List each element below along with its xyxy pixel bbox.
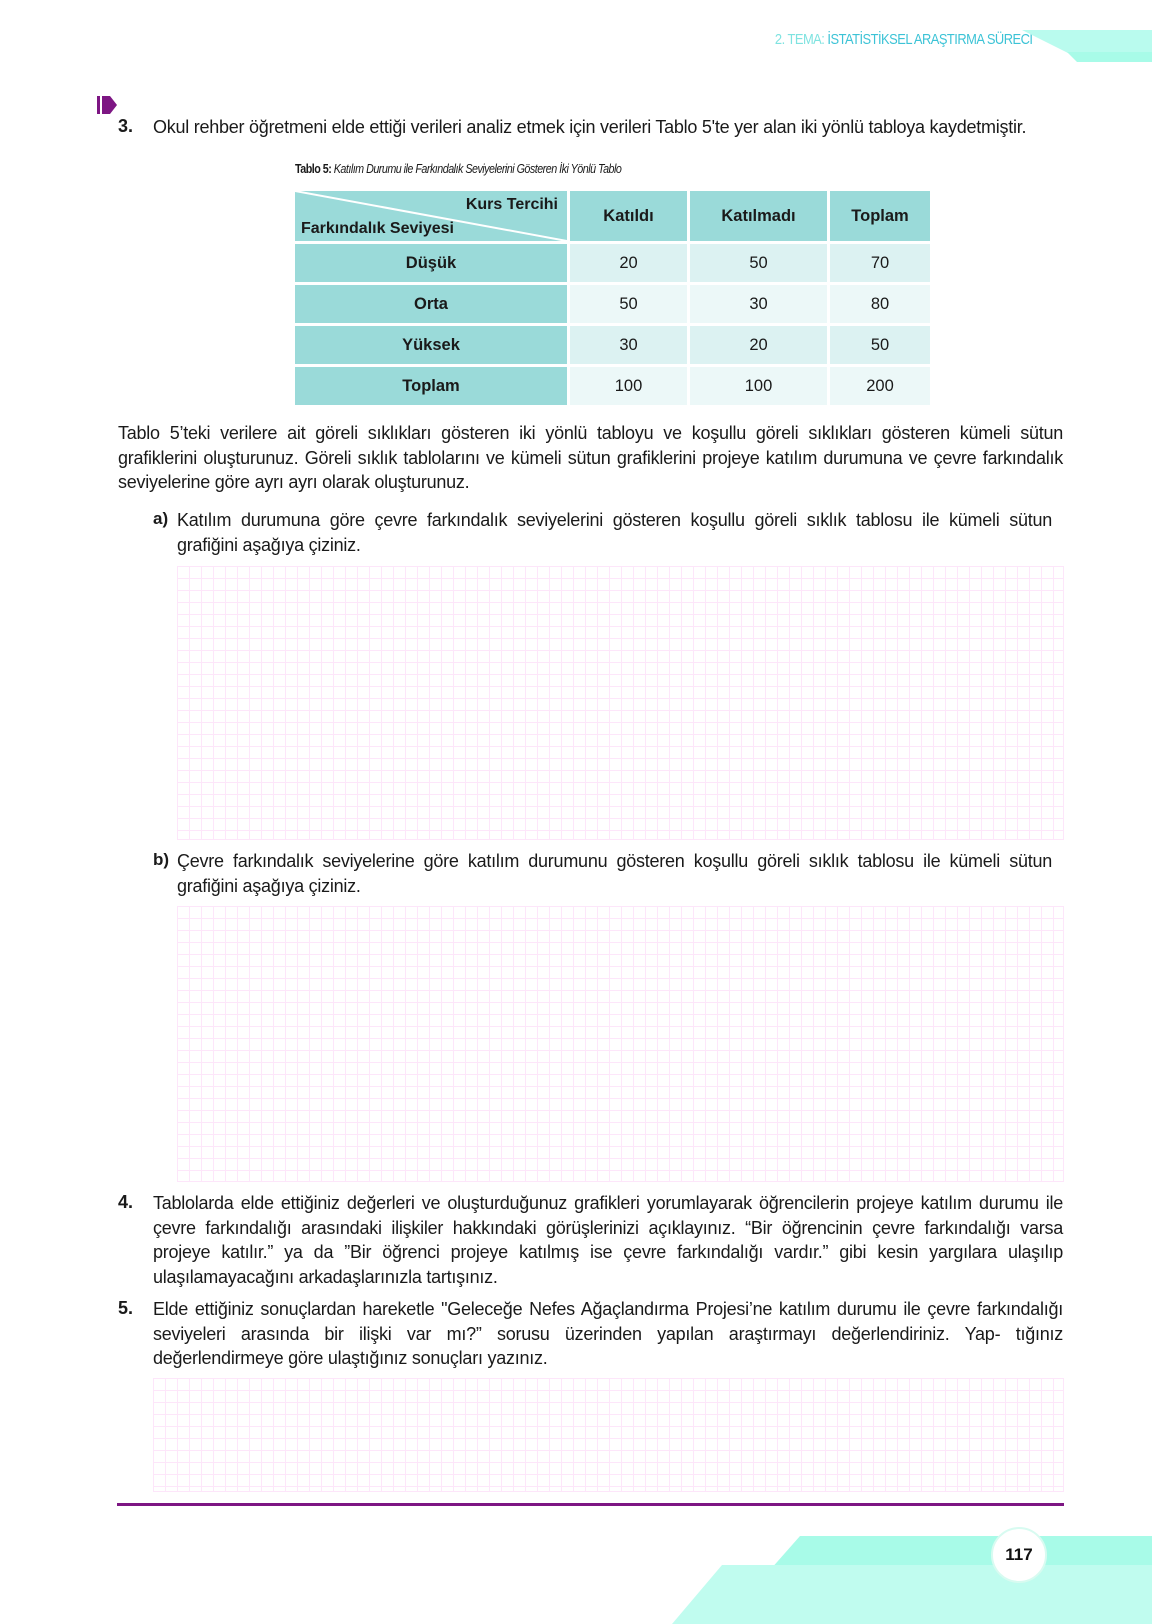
table-row bbox=[295, 326, 930, 367]
table-5 bbox=[292, 191, 933, 408]
question-4-number: 4. bbox=[118, 1192, 134, 1212]
table-cell: 80 bbox=[830, 285, 930, 326]
question-4-text: Tablolarda elde ettiğiniz değerleri ve oluşturduğunuz grafikleri yorumlayarak öğrencilerin projeye katılım durumu ile çevre farkındalığı arasındaki ilişkiler hakkındaki görüşlerinizi açıklayınız. “Bir öğrencinin çevre farkındalığı varsa projeye katılır.” ya da ”Bir öğrenci projeye katılmış ise çevre farkındalığı vardır.” gibi kesin yargılara ulaşılıp ulaşılamayacağını arkadaşlarınızla tartışınız. bbox=[153, 1193, 1063, 1287]
table-cell: 200 bbox=[830, 367, 930, 408]
question-5-text: Elde ettiğiniz sonuçlardan hareketle "Geleceğe Nefes Ağaçlandırma Projesi’ne katılım durumu ile çevre farkındalığı seviyeleri arasında bir ilişki var mı?” sorusu üzerinden yapılan araştırmayı değerlendiriniz. Yap- tığınız değerlendirmeye göre ulaştığınız sonuçları yazınız. bbox=[153, 1299, 1063, 1368]
arrow-marker-icon bbox=[97, 94, 119, 116]
part-b-text: Çevre farkındalık seviyelerine göre katılım durumunu gösteren koşullu göreli sıklık tablosu ile kümeli sütun grafiğini aşağıya çiziniz. bbox=[177, 851, 1052, 896]
header-band-dark bbox=[1067, 52, 1152, 62]
table-cell: 30 bbox=[690, 285, 827, 326]
drawing-grid-answer[interactable] bbox=[153, 1378, 1064, 1492]
table-cell: 30 bbox=[570, 326, 687, 367]
question-3-number: 3. bbox=[118, 116, 134, 136]
column-header: Katıldı bbox=[570, 191, 687, 244]
table-row bbox=[295, 367, 930, 408]
footer-rule bbox=[117, 1503, 1064, 1506]
footer-decoration bbox=[0, 1530, 1152, 1624]
theme-title: İSTATİSTİKSEL ARAŞTIRMA SÜRECİ bbox=[826, 31, 1032, 48]
footer-band-dark bbox=[770, 1536, 1152, 1570]
row-header: Orta bbox=[295, 285, 567, 326]
column-header: Katılmadı bbox=[690, 191, 827, 244]
chapter-header bbox=[774, 31, 1032, 48]
row-dimension-label: Farkındalık Seviyesi bbox=[301, 220, 454, 237]
row-header: Düşük bbox=[295, 244, 567, 285]
header-decoration bbox=[1022, 0, 1152, 70]
part-a-label: a) bbox=[153, 509, 169, 528]
table-cell: 20 bbox=[570, 244, 687, 285]
table-cell: 70 bbox=[830, 244, 930, 285]
row-header: Toplam bbox=[295, 367, 567, 408]
table-cell: 100 bbox=[570, 367, 687, 408]
table-header-row bbox=[295, 191, 930, 244]
question-3-text: Okul rehber öğretmeni elde ettiği verileri analiz etmek için verileri Tablo 5'te yer alan iki yönlü tabloya kaydetmiştir. bbox=[153, 117, 1027, 137]
column-header: Toplam bbox=[830, 191, 930, 244]
footer-band-light bbox=[672, 1565, 1152, 1624]
question-5-number: 5. bbox=[118, 1298, 134, 1318]
table-cell: 50 bbox=[830, 326, 930, 367]
table-row bbox=[295, 285, 930, 326]
drawing-grid-a[interactable] bbox=[177, 566, 1064, 840]
theme-number: 2. TEMA: bbox=[774, 31, 824, 48]
part-a-text: Katılım durumuna göre çevre farkındalık seviyelerini gösteren koşullu göreli sıklık tablosu ile kümeli sütun grafiğini aşağıya çiziniz. bbox=[177, 510, 1052, 555]
table-corner-cell bbox=[295, 191, 567, 244]
row-header: Yüksek bbox=[295, 326, 567, 367]
table-row bbox=[295, 244, 930, 285]
table-cell: 50 bbox=[570, 285, 687, 326]
part-b-label: b) bbox=[153, 850, 170, 869]
table-caption-text: Katılım Durumu ile Farkındalık Seviyelerini Gösteren İki Yönlü Tablo bbox=[333, 162, 622, 176]
column-dimension-label: Kurs Tercihi bbox=[465, 196, 558, 213]
table-cell: 50 bbox=[690, 244, 827, 285]
instructions-text: Tablo 5’teki verilere ait göreli sıklıkları gösteren iki yönlü tabloyu ve koşullu göreli sıklıkları gösteren kümeli sütun grafiklerini oluşturunuz. Göreli sıklık tablolarını ve kümeli sütun grafiklerini projeye katılım durumuna ve çevre farkındalık seviyelerine göre ayrı ayrı olarak oluşturunuz. bbox=[118, 423, 1063, 492]
table-caption-label: Tablo 5: bbox=[295, 162, 332, 176]
table-cell: 100 bbox=[690, 367, 827, 408]
drawing-grid-b[interactable] bbox=[177, 906, 1064, 1182]
page-number: 117 bbox=[991, 1527, 1047, 1583]
table-caption bbox=[295, 162, 621, 176]
table-cell: 20 bbox=[690, 326, 827, 367]
